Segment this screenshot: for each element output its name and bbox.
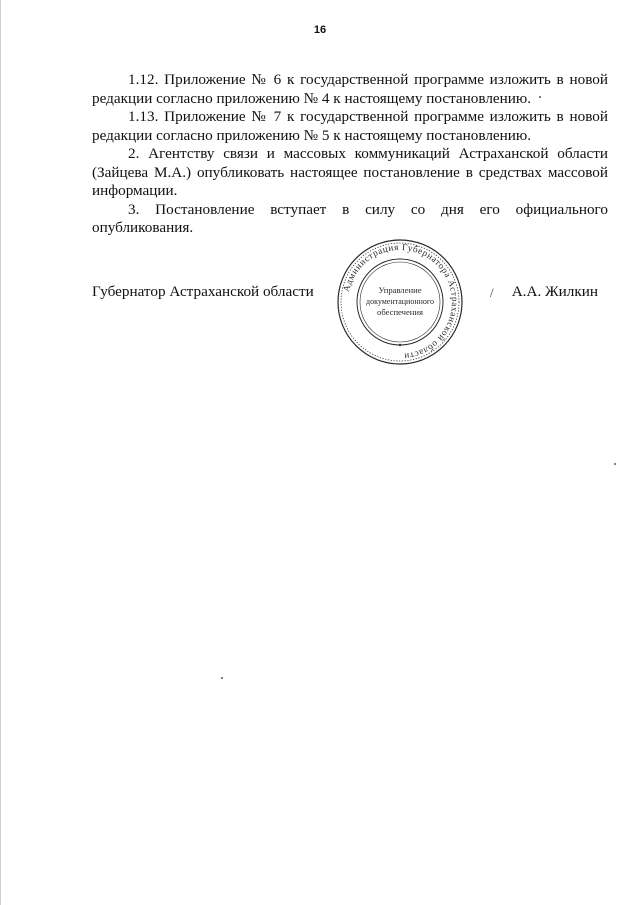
paragraph-1-12: 1.12. Приложение № 6 к государственной программе изложить в новой редакции согласно приложению № 4 к настоящему постановлению. — [92, 71, 608, 107]
paragraph-1-13: 1.13. Приложение № 7 к государственной программе изложить в новой редакции согласно приложению № 5 к настоящему постановлению. — [92, 108, 608, 144]
signatory-title: Губернатор Астраханской области — [92, 283, 314, 300]
paragraph-3: 3. Постановление вступает в силу со дня его официального опубликования. — [92, 200, 608, 236]
signature-mark: / — [490, 285, 494, 300]
seal-ring-text: Администрация Губернатора Астраханской области — [341, 241, 461, 362]
scan-edge-line — [0, 0, 1, 905]
signatory-name: А.А. Жилкин — [511, 283, 598, 300]
scan-speck — [539, 96, 541, 98]
paragraph-2: 2. Агентству связи и массовых коммуникаций Астраханской области (Зайцева М.А.) опубликовать настоящее постановление в средствах массовой информации. — [92, 145, 608, 199]
scan-speck — [614, 463, 616, 465]
scan-speck — [221, 677, 223, 679]
document-body — [92, 71, 608, 238]
official-seal-stamp — [330, 238, 470, 366]
seal-center-line-3: обеспечения — [377, 307, 423, 317]
seal-center-line-1: Управление — [378, 285, 422, 295]
seal-center-line-2: документационного — [366, 297, 434, 306]
page-number: 16 — [313, 24, 327, 36]
seal-bottom-dot — [399, 344, 401, 346]
